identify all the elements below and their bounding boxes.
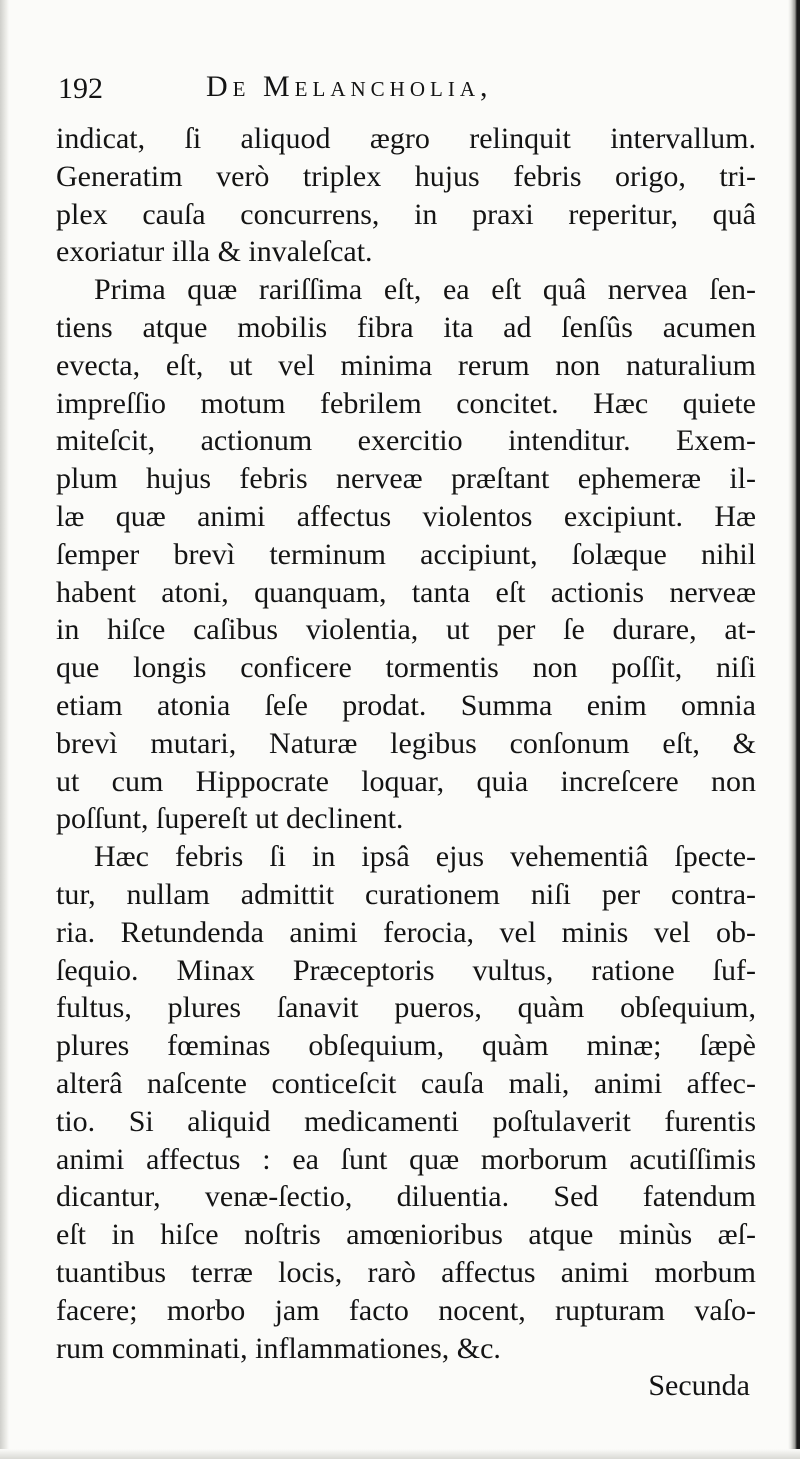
text-line: poſſunt, ſupereſt ut declinent. (56, 802, 404, 836)
text-line: plures fœminas obſequium, quàm minæ; ſæpè (56, 1029, 756, 1063)
text-line: alterâ naſcente conticeſcit cauſa mali, animi affec- (56, 1066, 756, 1100)
text-line: ſequio. Minax Præceptoris vultus, ratione ſuf- (56, 953, 756, 987)
text-line: tio. Si aliquid medicamenti poſtulaverit furentis (56, 1104, 756, 1138)
text-line: læ quæ animi affectus violentos excipiunt. Hæ (56, 499, 756, 533)
paragraph-1 (56, 120, 756, 271)
page-right-edge (788, 0, 800, 1459)
text-line: rum comminati, inflammationes, &c. (56, 1331, 501, 1365)
text-line: etiam atonia ſeſe prodat. Summa enim omnia (56, 688, 756, 722)
text-line: impreſſio motum febrilem concitet. Hæc quiete (56, 386, 756, 420)
text-line: tuantibus terræ locis, rarò affectus animi morbum (56, 1255, 756, 1289)
text-line: ut cum Hippocrate loquar, quia increſcere non (56, 764, 756, 798)
text-line: exoriatur illa & invaleſcat. (56, 235, 373, 269)
text-line: ſemper brevì terminum accipiunt, ſolæque nihil (56, 537, 756, 571)
page-bottom-shadow (0, 1449, 800, 1459)
text-line: que longis conficere tormentis non poſſit, niſi (56, 651, 756, 685)
page-number: 192 (58, 72, 103, 105)
text-line: Prima quæ rariſſima eſt, ea eſt quâ nervea ſen- (94, 273, 756, 307)
text-line: Generatim verò triplex hujus febris origo, tri- (56, 159, 756, 193)
text-line: in hiſce caſibus violentia, ut per ſe durare, at- (56, 613, 756, 647)
page-left-shadow (0, 0, 9, 1459)
text-line: indicat, ſi aliquod ægro relinquit intervallum. (56, 122, 756, 155)
paragraph-3 (56, 838, 756, 1367)
text-line: plex cauſa concurrens, in praxi reperitur, quâ (56, 197, 756, 231)
text-line: habent atoni, quanquam, tanta eſt actionis nerveæ (56, 575, 756, 609)
text-line: tiens atque mobilis fibra ita ad ſenſûs acumen (56, 310, 756, 344)
text-line: fultus, plures ſanavit pueros, quàm obſequium, (56, 991, 756, 1025)
text-line: animi affectus : ea ſunt quæ morborum acutiſſimis (56, 1142, 756, 1176)
catchword: Secunda (648, 1369, 750, 1403)
text-line: eſt in hiſce noſtris amœnioribus atque minùs æſ- (56, 1218, 756, 1252)
text-line: evecta, eſt, ut vel minima rerum non naturalium (56, 348, 756, 382)
text-line: facere; morbo jam facto nocent, rupturam vaſo- (56, 1293, 756, 1327)
text-line: ria. Retundenda animi ferocia, vel minis vel ob- (56, 915, 756, 949)
text-line: miteſcit, actionum exercitio intenditur. Exem- (56, 424, 756, 458)
book-page (56, 70, 756, 1405)
text-line: dicantur, venæ-ſectio, diluentia. Sed fatendum (56, 1180, 756, 1214)
text-line: brevì mutari, Naturæ legibus conſonum eſt, & (56, 726, 756, 760)
text-line: Hæc febris ſi in ipsâ ejus vehementiâ ſpecte- (94, 840, 756, 874)
text-line: tur, nullam admittit curationem niſi per contra- (56, 877, 756, 911)
paragraph-2 (56, 271, 756, 838)
running-head (56, 70, 756, 120)
text-line: plum hujus febris nerveæ præſtant ephemeræ il- (56, 462, 756, 496)
running-title: De Melancholia, (206, 70, 493, 103)
body-text (56, 120, 756, 1405)
